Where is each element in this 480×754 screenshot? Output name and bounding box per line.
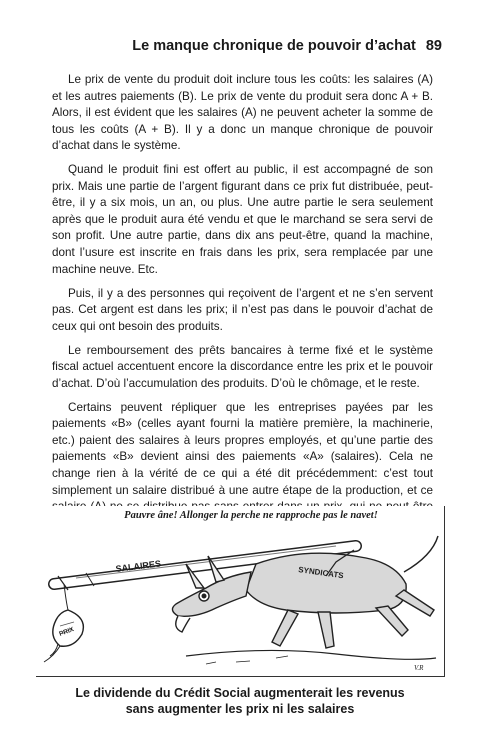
page-header	[60, 38, 442, 60]
figure-caption	[40, 685, 440, 717]
cartoon-top-caption: Pauvre âne! Allonger la perche ne rapproche pas le navet!	[124, 510, 378, 521]
paragraph: Certains peuvent répliquer que les entreprises payées par les paiements «B» (celles ayant fourni la matière première, la machinerie, etc.) paient des salaires à leurs propres employés, et qu’une partie des paiements «B» devient ainsi des paiements «A» (salaires). Cela ne change rien à la vérité de ce qui a été dit précédemment: c’est tout simplement un salaire distribué à une autre étape de la production, et ce	[52, 400, 433, 497]
paragraph: Le prix de vente du produit doit inclure tous les coûts: les salaires (A) et les autres paiements (B). Le prix de vente du produit sera donc A + B. Alors, il est évident que les salaires (A) ne peuvent acheter la somme de tous les coûts (A + B). Il y a donc un manque chronique de pouvoir d’achat dans le système.	[52, 73, 433, 153]
page-number: 89	[425, 38, 442, 54]
chapter-title: Le manque chronique de pouvoir d’achat	[132, 38, 416, 54]
caption-line-2: sans augmenter les prix ni les salaires	[125, 702, 355, 716]
ground-hatch	[206, 656, 288, 664]
paragraph: Le remboursement des prêts bancaires à terme fixé et le système fiscal actuel accentuent encore la discordance entre les prix et le pouvoir d’achat. D’où l’accumulation des produits. D’où le chômage, et le reste.	[52, 343, 433, 390]
pole-label: SALAIRES	[115, 558, 162, 574]
donkey-label: SYNDICATS	[297, 565, 345, 581]
body-text	[52, 72, 433, 540]
turnip-label: PRIX	[58, 626, 75, 638]
cartoon-drawing	[36, 506, 444, 676]
paragraph: Puis, il y a des personnes qui reçoivent de l’argent et ne s’en servent pas. Cet argent est dans les prix; il n’est pas dans le pouvoir d’achat de ceux qui ont besoin des produits.	[52, 286, 433, 333]
ground-line	[186, 650, 436, 659]
caption-line-1: Le dividende du Crédit Social augmenterait les revenus	[75, 686, 405, 700]
artist-signature: V.R	[414, 664, 424, 672]
paragraph: Quand le produit fini est offert au public, il est accompagné de son prix. Mais une partie de l’argent figurant dans ce prix fut distribuée, peut-être, il y a six mois, un an, ou plus. Une autre partie le sera seulement après que le produit aura été vendu et que le marchand se sera servi de son profit. Une autre partie, dans dix ans peut-être, quand la machine, dont l’usure est inscrite en frais dans les prix, sera remplacée par une machine neuve. Etc.	[52, 163, 433, 276]
cartoon-illustration	[36, 506, 445, 677]
